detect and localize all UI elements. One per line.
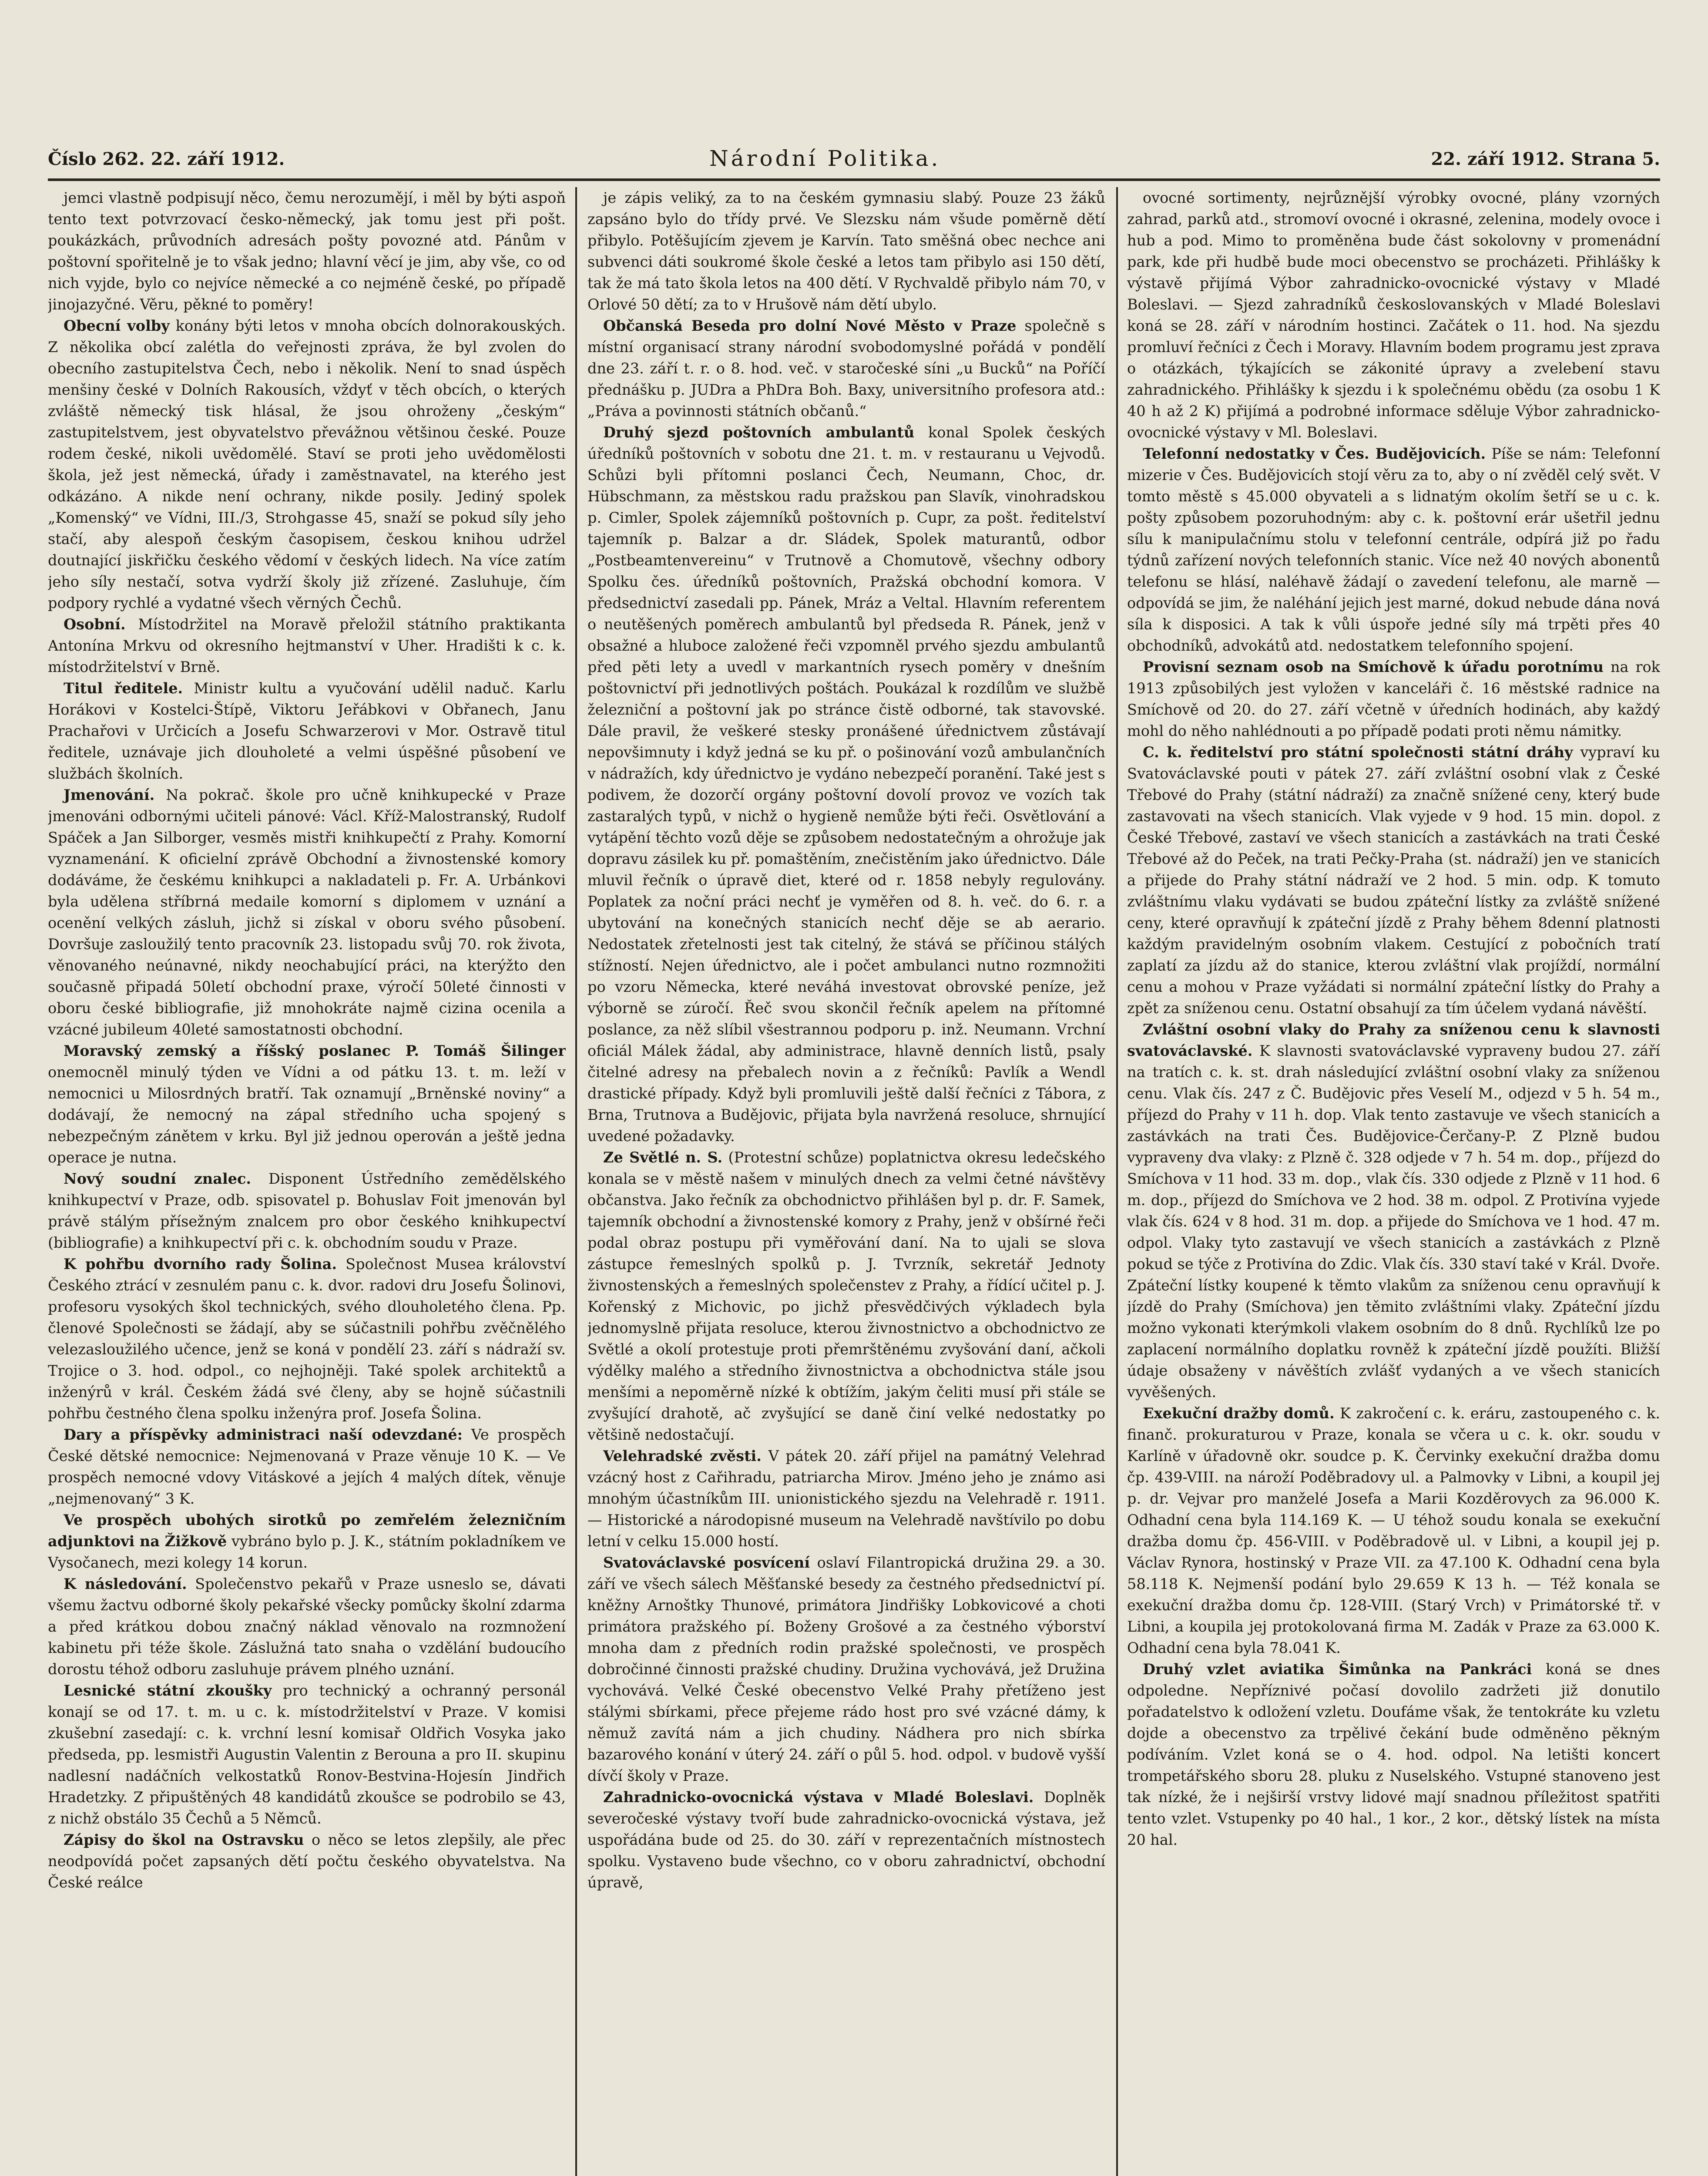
article-text: vybráno bylo p. J. K., státním pokladníkem ve Vysočanech, mezi kolegy 14 korun. [48, 1533, 566, 1571]
article-paragraph [48, 1829, 566, 1893]
column-2 [587, 187, 1105, 2176]
page-header [48, 144, 1660, 181]
article-paragraph [48, 1253, 566, 1424]
article-paragraph [1127, 443, 1660, 656]
article-text: onemocněl minulý týden ve Vídni a od pátku 13. t. m. leží v nemocnici u Milosrdných bratří. Tak oznamují „Brněnské noviny“ a dodávají, že nemocný na zápal středního ucha spojený s nebezpečným zánětem v krku. Byl již jednou operován a ještě jedna operace je nutna. [48, 1064, 566, 1166]
page-number-date: 22. září 1912. Strana 5. [1431, 149, 1660, 169]
article-heading: Lesnické státní zkoušky [64, 1682, 272, 1699]
article-heading: Provisní seznam osob na Smíchově k úřadu porotnímu [1143, 658, 1604, 675]
article-text: pro technický a ochranný personál konají se od 17. t. m. u c. k. místodržitelství v Praze. V komisi zkušební zasedají: c. k. vrchní lesní komisař Oldřich Vosyka jako předseda, pp. lesmistři Augustin Valentin z Berouna a pro II. skupinu nadlesní nadáčních velkostatků Ronov-Bestvina-Hojesín Jindřich Hradetzky. Z připuštěných 48 kandidátů zkoušce se podrobilo se 43, z nichž obstálo 35 Čechů a 5 Němců. [48, 1682, 566, 1827]
article-heading: Ve prospěch ubohých sirotků po zemřelém železničním adjunktovi na Žižkově [48, 1511, 566, 1550]
article-heading: K pohřbu dvorního rady Šolina. [64, 1256, 337, 1273]
article-text: (Protestní schůze) poplatnictva okresu ledečského konala se v městě našem v minulých dnech za velmi četné návštěvy občanstva. Jako řečník za obchodnictvo přihlášen byl p. dr. F. Samek, tajemník obchodní a živnostenské komory z Prahy, jenž v obšírné řeči podal obraz postupu při vyměřování daní. Na to ujali se slova zástupce řemeslných spolků p. J. Tvrzník, sekretář Jednoty živnostenských a řemeslných společenstev z Prahy, a řídící učitel p. J. Kořenský z Michovic, po jichž přesvědčivých výkladech byla jednomyslně přijata resoluce, kterou živnostnictvo a obchodnictvo ze Světlé a okolí protestuje proti přemrštěnému zvyšování daní, ačkoli výdělky malého a středního živnostnictva a obchodnictva stále jsou menšími a nepoměrně nízké k obtížím, jakým čeliti musí při stále se zvyšující drahotě, ač zvyšující se daně činí velké nedostatky po většině nedostačují. [587, 1149, 1105, 1443]
article-paragraph [587, 1147, 1105, 1445]
article-text: vypraví ku Svatováclavské pouti v pátek 27. září zvláštní osobní vlak z České Třebové do Prahy (státní nádraží) za značně snížené ceny, který bude zastavovati na všech stanicích. Vlak vyjede v 9 hod. 15 min. dopol. z České Třebové, zastaví ve všech stanicích a zastávkách na trati České Třebové až do Peček, na trati Pečky-Praha (st. nádraží) jen ve stanicích a přijede do Prahy státní nádraží ve 2 hod. 5 min. odp. K tomuto zvláštnímu vlaku vydávati se budou zpáteční lístky za zvláště snížené ceny, které opravňují k zpáteční jízdě z Prahy během 8denní platnosti každým pravidelným osobním vlakem. Cestující z pobočních tratí zaplatí za jízdu až do stanice, kterou zvláštní vlak projíždí, normální cenu a mohou v Praze vyžádati si normální zpáteční lístky do Prahy a zpět za sníženou cenu. Ostatní obsahují za tím účelem vydaná návěští. [1127, 744, 1660, 1017]
article-text: Na pokrač. škole pro učně knihkupecké v Praze jmenováni odbornými učiteli pánové: Václ. Kříž-Malostranský, Rudolf Spáček a Jan Silborger, vesměs mistři knihkupečtí z Prahy. Komorní vyznamenání. K oficielní zprávě Obchodní a živnostenské komory dodáváme, že českému knihkupci a nakladateli p. Fr. A. Urbánkovi byla udělena stříbrná medaile komorní s diplomem v uznání a ocenění velkých zásluh, jichž si získal v oboru svého působení. Dovršuje zasloužilý tento pracovník 23. listopadu svůj 70. rok života, věnovaného neúnavné, nikdy neochabující práci, na kterýžto den současně připadá 50letí obchodní praxe, výročí 50leté činnosti v oboru české bibliografie, již mnohokráte najmě cizina ocenila a vzácné jubileum 40leté samostatnosti obchodní. [48, 786, 566, 1038]
article-heading: Moravský zemský a říšský poslanec P. Tomáš Šilinger [64, 1042, 566, 1059]
article-text: Místodržitel na Moravě přeložil státního praktikanta Antonína Mrkvu od okresního hejtmanství v Uher. Hradišti k c. k. místodržitelství v Brně. [48, 616, 566, 675]
article-paragraph [48, 784, 566, 1040]
article-text: Ve prospěch České dětské nemocnice: Nejmenovaná v Praze věnuje 10 K. — Ve prospěch nemocné vdovy Vitáskové a jejích 4 malých dítek, věnuje „nejmenovaný“ 3 K. [48, 1426, 566, 1507]
article-text: V pátek 20. září přijel na památný Velehrad vzácný host z Cařihradu, patriarcha Mirov. Jméno jeho je známo asi mnohým účastníkům III. unionistického sjezdu na Velehradě r. 1911. — Historické a národopisné museum na Velehradě navštívilo po dobu letní v celku 15.000 hostí. [587, 1447, 1105, 1550]
article-text: je zápis veliký, za to na českém gymnasiu slabý. Pouze 23 žáků zapsáno bylo do třídy prvé. Ve Slezsku nám všude poměrně dětí přibylo. Potěšujícím zjevem je Karvín. Tato směšná obec nechce ani subvenci dáti soukromé škole české a letos tam přibylo asi 150 dětí, tak že má tato škola letos na 400 dětí. V Rychvaldě přibylo nám 70, v Orlové 50 dětí; za to v Hrušově nám dětí ubylo. [587, 189, 1105, 313]
article-paragraph [48, 315, 566, 614]
article-paragraph [48, 187, 566, 315]
article-paragraph [587, 1445, 1105, 1552]
article-paragraph [48, 1168, 566, 1253]
article-heading: Zvláštní osobní vlaky do Prahy za sníženou cenu k slavnosti svatováclavské. [1127, 1021, 1660, 1059]
article-paragraph [587, 1552, 1105, 1786]
column-1 [48, 187, 566, 2176]
article-paragraph [587, 1786, 1105, 1893]
article-heading: Druhý sjezd poštovních ambulantů [603, 424, 915, 441]
article-text: K zakročení c. k. eráru, zastoupeného c. k. finanč. prokuraturou v Praze, konala se včera u c. k. okr. soudu v Karlíně v úřadovně okr. soudce p. K. Červinky exekuční dražba domu čp. 439-VIII. na nároží Poděbradovy ul. a Palmovky v Libni, a koupil jej p. dr. Vejvar pro manželé Josefa a Marii Kozděrovych za 96.000 K. Odhadní cena byla 114.169 K. — U téhož soudu konala se exekuční dražba domu čp. 456-VIII. v Poděbradově ul. v Libni, a koupil jej p. Václav Rynora, hostinský v Praze VII. za 47.100 K. Odhadní cena byla 58.118 K. Nejmenší podání bylo 29.659 K 13 h. — Též konala se exekuční dražba domu čp. 128-VIII. (Starý Vrch) v Primátorské tř. v Libni, a koupila jej protokolovaná firma M. Zadák v Praze za 63.000 K. Odhadní cena byla 78.041 K. [1127, 1405, 1660, 1656]
article-paragraph [587, 187, 1105, 315]
article-text: K slavnosti svatováclavské vypraveny budou 27. září na tratích c. k. st. drah následující zvláštní osobní vlaky za sníženou cenu. Vlak čís. 247 z Č. Budějovic přes Veselí M., odjezd v 5 h. 54 m., příjezd do Prahy v 11 h. dop. Vlak tento zastavuje ve všech stanicích a zastávkách na trati Čes. Budějovice-Čerčany-P. Z Plzně budou vypraveny dva vlaky: z Plzně č. 328 odjede v 7 h. 54 m. dop., příjezd do Smíchova v 11 hod. 33 m. dop., vlak čís. 330 odjede z Plzně v 11 hod. 6 m. dop., příjezd do Smíchova ve 2 hod. 38 m. odpol. Z Protivína vyjede vlak čís. 624 v 8 hod. 31 m. dop. a přijede do Smíchova ve 1 hod. 47 m. odpol. Vlaky tyto zastavují ve všech stanicích a zastávkách z Plzně pokud se týče z Protivína do Zdic. Vlak čís. 330 staví také v Král. Dvoře. Zpáteční lístky koupené k těmto vlakům za sníženou cenu opravňují k jízdě do Prahy (Smíchova) jen těmito zvláštními vlaky. Zpáteční jízdu možno vykonati kterýmkoli vlakem osobním do 8 dnů. Rychlíků lze po zaplacení normálního doplatku rovněž k zpáteční jízdě použíti. Bližší údaje obsaženy v návěštích zvlášť vydaných a ve všech stanicích vyvěšených. [1127, 1042, 1660, 1400]
article-text: Společnost Musea království Českého ztrácí v zesnulém panu c. k. dvor. radovi dru Josefu Šolinovi, profesoru vysokých škol technických, svého dlouholetého člena. Pp. členové Společnosti se žádají, aby se súčastnili pohřbu zvěčnělého velezasloužilého učence, jenž se koná v pondělí 23. září s nádraží sv. Trojice o 3. hod. odpol., co nejhojněji. Také spolek architektů a inženýrů v král. Českém žádá své členy, aby se hojně súčastnili pohřbu čestného člena spolku inženýra prof. Josefa Šolina. [48, 1256, 566, 1422]
newspaper-page [48, 144, 1660, 2176]
article-heading: Titul ředitele. [64, 680, 183, 697]
article-paragraph [1127, 187, 1660, 443]
article-text: Doplněk severočeské výstavy tvoří bude zahradnicko-ovocnická výstava, jež uspořádána bude od 25. do 30. září v reprezentačních místnostech spolku. Vystaveno bude všechno, co v oboru zahradnictví, obchodní úpravě, [587, 1789, 1105, 1891]
article-heading: Zápisy do škol na Ostravsku [64, 1831, 304, 1848]
article-text: o něco se letos zlepšily, ale přec neodpovídá počet zapsaných dětí počtu českého obyvatelstva. Na České reálce [48, 1831, 566, 1891]
article-heading: Ze Světlé n. S. [603, 1149, 723, 1166]
article-text: oslaví Filantropická družina 29. a 30. září ve všech sálech Měšťanské besedy za čestného předsednictví pí. kněžny Arnoštky Thunové, primátora Jindřišky Lobkovicové a choti primátora pražského pí. Boženy Grošové a za čestného výborství mnoha dam z předních rodin pražské společnosti, ve prospěch dobročinné činnosti pražské chudiny. Družina vychovává, jež Družina vychovává. Velké České obecenstvo Velké Prahy přetíženo jest stálými sbírkami, přece přejeme rádo host pro své vzácné dámy, k němuž zavítá nám a jich chudiny. Nádhera pro nich sbírka bazarového konání v úterý 24. září o půl 5. hod. odpol. v budově vyšší dívčí školy v Praze. [587, 1554, 1105, 1784]
article-heading: Jmenování. [64, 786, 155, 803]
article-heading: Dary a příspěvky administraci naší odevzdané: [64, 1426, 463, 1443]
article-paragraph [1127, 742, 1660, 1019]
article-heading: Exekuční dražby domů. [1143, 1405, 1335, 1422]
article-paragraph [587, 315, 1105, 422]
newspaper-title: Národní Politika. [709, 146, 941, 171]
article-heading: C. k. ředitelství pro státní společnosti státní dráhy [1143, 744, 1573, 761]
column-divider [1116, 187, 1118, 2176]
article-text: Píše se nám: Telefonní mizerie v Čes. Budějovicích stojí věru za to, aby o ní zvěděl celý svět. V tomto městě s 45.000 obyvateli a s lidnatým okolím šetří se u c. k. pošty způsobem pozoruhodným: aby c. k. poštovní erár ušetřil jednu sílu k manipulačnímu stolu v telefonní centrále, odpírá již po řadu týdnů zařízení nových telefonních stanic. Více než 40 nových abonentů telefonu se hlásí, naléhavě žádají o zavedení telefonu, ale marně — odpovídá se jim, že naléhání jejich jest marné, dokud nebude dána nová síla k disposici. A tak k vůli úspoře jedné síly má trpěti přes 40 obchodníků, advokátů atd. nedostatkem telefonního spojení. [1127, 445, 1660, 654]
article-paragraph [48, 1424, 566, 1509]
article-paragraph [48, 1573, 566, 1680]
article-text: konány býti letos v mnoha obcích dolnorakouských. Z několika obcí zalétla do veřejnosti zpráva, že byl zvolen do obecního zastupitelstva Čech, nebo i několik. Není to snad úspěch menšiny české v Dolních Rakousích, vždyť v těch obcích, o kterých zvláště německý tisk hlásal, že jsou ohroženy „českým“ zastupitelstvem, jest obyvatelstvo převážnou většinou české. Pouze rodem české, nikoli uvědomělé. Staví se proti jeho uvědomělosti škola, jež jest německá, úřady i zaměstnavatel, na kterého jest odkázáno. A nikde není ochrany, nikde posily. Jediný spolek „Komenský“ ve Vídni, III./3, Strohgasse 45, snaží se pokud síly jeho stačí, aby alespoň českým časopisem, českou knihou udržel doutnající jiskřičku českého vědomí v českých lidech. Na více zatím jeho síly nestačí, sotva vydrží školy již zřízené. Zasluhuje, čím podpory rychlé a vydatné všech věrných Čechů. [48, 317, 566, 611]
article-text: konal Spolek českých úředníků poštovních v sobotu dne 21. t. m. v restauranu u Vejvodů. Schůzi byli přítomni poslanci Čech, Neumann, Choc, dr. Hübschmann, za městskou radu pražskou pan Slavík, vinohradskou p. Cimler, Spolek zájemníků poštovních p. Cupr, za pošt. ředitelství tajemník p. Balzar a dr. Sládek, Spolek maturantů, odbor „Postbeamtenvereinu“ v Trutnově a Chomutově, všechny odbory Spolku čes. úředníků poštovních, Pražská obchodní komora. V předsednictví zasedali pp. Pánek, Mráz a Veltal. Hlavním referentem o neutěšených poměrech ambulantů byl předseda R. Pánek, jenž v obsažné a hluboce založené řeči vzpomněl prvého sjezdu ambulantů před pěti lety a uvedl v markantních rysech poměry v dnešním poštovnictví při jednotlivých poštách. Poukázal k rozdílům ve službě železniční a poštovní jak po stránce čistě odborné, tak stavovské. Dále pravil, že veškeré stesky pronášené úřednictvem zůstávají nepovšimnuty i když jedná se ku př. o pošinování vozů ambulančních v nádražích, kdy úřednictvo je vydáno nebezpečí poranění. Také jest s podivem, že dozorčí orgány poštovní dovolí provoz ve vozích tak zastaralých typů, v nichž o hygieně nemůže býti řeči. Osvětlování a vytápění těchto vozů děje se způsobem nedostatečným a ohrožuje jak dopravu zásilek ku př. pomaštěním, znečistěním jako úřednictvo. Dále mluvil řečník o úpravě diet, které od r. 1858 nebyly regulovány. Poplatek za noční práci nechť je vyměřen od 8. h. več. do 6. r. a ubytování na konečných stanicích nechť děje se ab aerario. Nedostatek zřetelnosti jest tak citelný, že stává se příčinou stálých stížností. Nejen úřednictvo, ale i počet ambulanci nutno rozmnožiti po vzoru Německa, které neváhá investovat obrovské peníze, jež výborně se zúročí. Řeč svou skončil řečník apelem na přítomné poslance, za něž slíbil všestrannou podporu p. inž. Neumann. Vrchní oficiál Málek žádal, aby administrace, hlavně denních listů, psaly čitelné adresy na přebalech novin a z řečníků: Pavlík a Wendl drastické případy. Když byli promluvili ještě další řečníci z Tábora, z Brna, Trutnova a Budějovic, přijata byla navržená resoluce, shrnující uvedené požadavky. [587, 424, 1105, 1145]
article-heading: Svatováclavské posvícení [603, 1554, 810, 1571]
article-text: Společenstvo pekařů v Praze usneslo se, dávati všemu žactvu odborné školy pekařské všecky pomůcky školní zdarma a před krátkou dobou značný náklad věnovalo na rozmnožení kabinetu při téže škole. Záslužná tato snaha o vzdělání budoucího dorostu téhož odboru zasluhuje právem plného uznání. [48, 1575, 566, 1678]
article-text: Disponent Ústředního zemědělského knihkupectví v Praze, odb. spisovatel p. Bohuslav Foit jmenován byl právě stálým přísežným znalcem pro obor českého knihkupectví (bibliografie) a knihkupectví při c. k. obchodním soudu v Praze. [48, 1170, 566, 1251]
article-paragraph [1127, 1403, 1660, 1659]
article-text: na rok 1913 způsobilých jest vyložen v kanceláři č. 16 městské radnice na Smíchově od 20. do 27. září včetně v úředních hodinách, aby každý mohl do něho nahlédnouti a po případě podati proti němu námitky. [1127, 658, 1660, 739]
article-heading: Zahradnicko-ovocnická výstava v Mladé Boleslavi. [603, 1789, 1034, 1806]
article-heading: Druhý vzlet aviatika Šimůnka na Pankráci [1143, 1661, 1532, 1678]
column-3 [1127, 187, 1660, 2176]
issue-number-date: Číslo 262. 22. září 1912. [48, 149, 285, 169]
article-text: Ministr kultu a vyučování udělil naduč. Karlu Horákovi v Kostelci-Štípě, Viktoru Jeřábkovi v Obřanech, Janu Prachařovi v Určicích a Josefu Schwarzerovi v Mor. Ostravě titul ředitele, uznávaje jich dlouholeté a velmi úspěšné působení ve službách školních. [48, 680, 566, 782]
article-paragraph [1127, 1659, 1660, 1850]
article-heading: Obecní volby [64, 317, 170, 334]
article-paragraph [48, 614, 566, 678]
article-paragraph [48, 1509, 566, 1573]
article-paragraph [48, 1040, 566, 1168]
article-text: koná se dnes odpoledne. Nepříznivé počasí dovolilo zadržeti již donutilo pořadatelstvo k odložení vzletu. Doufáme však, že tentokráte ku vzletu dojde a obecenstvo za trpělivé čekání bude odměněno pěkným podíváním. Vzlet koná se o 4. hod. odpol. Na letišti koncert trompetářského sboru 28. pluku z Nuselského. Vstupné stanoveno jest tak nízké, že i nejširší vrstvy lidové mají snadnou příležitost spatřiti tento vzlet. Vstupenky po 40 hal., 1 kor., 2 kor., dětský lístek na místa 20 hal. [1127, 1661, 1660, 1848]
article-heading: Osobní. [64, 616, 126, 633]
article-text: ovocné sortimenty, nejrůznější výrobky ovocné, plány vzorných zahrad, parků atd., stromoví ovocné i okrasné, zelenina, modely ovoce i hub a pod. Mimo to proměněna bude část sokolovny v promenádní park, kde při hudbě bude moci obecenstvo se procházeti. Přihlášky k výstavě přijímá Výbor zahradnicko-ovocnické výstavy v Mladé Boleslavi. — Sjezd zahradníků českoslovanských v Mladé Boleslavi koná se 28. září v národním hostinci. Začátek o 11. hod. Na sjezdu promluví řečníci z Čech i Moravy. Hlavním bodem programu jest zprava o otázkách, týkajících se zákonité úpravy a zvelebení stavu zahradnického. Přihlášky k sjezdu i k společnému obědu (za osobu 1 K 40 h až 2 K) přijímá a podrobné informace sděluje Výbor zahradnicko-ovocnické výstavy v Ml. Boleslavi. [1127, 189, 1660, 441]
column-divider [575, 187, 577, 2176]
article-heading: K následování. [64, 1575, 187, 1592]
article-heading: Telefonní nedostatky v Čes. Budějovicích. [1143, 445, 1486, 462]
article-paragraph [48, 678, 566, 784]
article-text: jemci vlastně podpisují něco, čemu nerozumějí, i měl by býti aspoň tento text potvrzovací česko-německý, jak tomu jest při pošt. poukázkách, průvodních adresách pošty povozné atd. Pánům v poštovní spořitelně je to však jedno; hlavní věcí je jim, aby vše, co od nich vyjde, bylo co nejvíce německé a co nejméně české, po případě jinojazyčné. Věru, pěkné to poměry! [48, 189, 566, 313]
article-heading: Velehradské zvěsti. [603, 1447, 762, 1464]
article-paragraph [1127, 1019, 1660, 1403]
article-paragraph [587, 422, 1105, 1147]
article-paragraph [48, 1680, 566, 1829]
article-paragraph [1127, 656, 1660, 742]
article-heading: Občanská Beseda pro dolní Nové Město v Praze [603, 317, 1017, 334]
article-text: společně s místní organisací strany národní svobodomyslné pořádá v pondělí dne 23. září t. r. o 8. hod. več. v staročeské síni „u Bucků“ na Poříčí přednášku p. JUDra a PhDra Boh. Baxy, universitního profesora atd.: „Práva a povinnosti státních občanů.“ [587, 317, 1105, 420]
article-heading: Nový soudní znalec. [64, 1170, 252, 1187]
